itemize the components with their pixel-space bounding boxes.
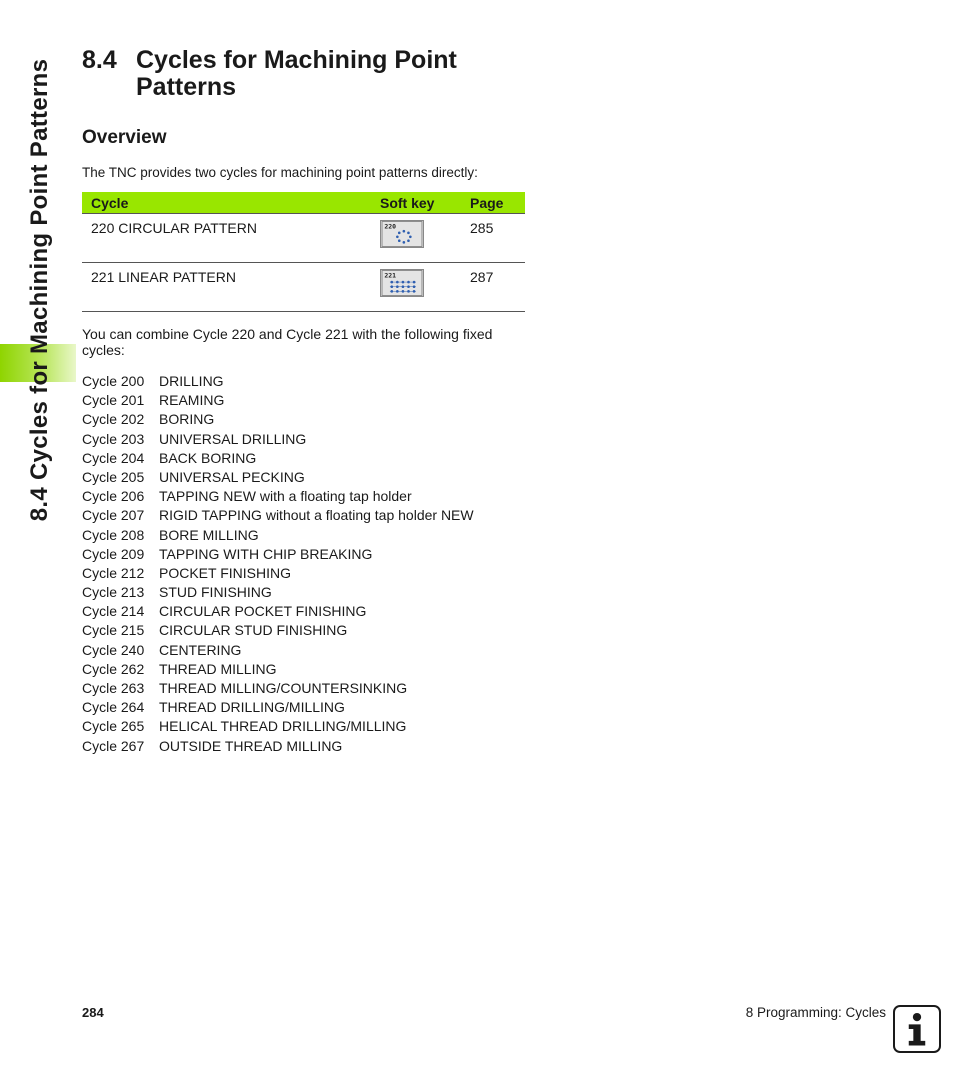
list-item bbox=[82, 698, 474, 717]
list-item bbox=[82, 564, 474, 583]
cycle-code: Cycle 203 bbox=[82, 430, 145, 447]
cycle-code: Cycle 214 bbox=[82, 603, 145, 620]
overview-heading: Overview bbox=[82, 127, 167, 148]
cycle-name: 221 LINEAR PATTERN bbox=[82, 263, 371, 312]
table-row bbox=[82, 263, 525, 312]
combine-text: You can combine Cycle 220 and Cycle 221 with the following fixed cycles: bbox=[82, 326, 493, 358]
list-item bbox=[82, 737, 474, 756]
cycle-description: THREAD DRILLING/MILLING bbox=[159, 699, 345, 716]
info-icon bbox=[893, 1005, 941, 1053]
list-item bbox=[82, 660, 474, 679]
list-item bbox=[82, 717, 474, 736]
page-ref: 285 bbox=[461, 214, 525, 263]
list-item bbox=[82, 410, 474, 429]
chapter-footer: 8 Programming: Cycles bbox=[745, 1005, 886, 1020]
cycle-description: CIRCULAR POCKET FINISHING bbox=[159, 603, 367, 620]
cycle-code: Cycle 209 bbox=[82, 545, 145, 562]
cycle-description: REAMING bbox=[159, 392, 225, 409]
softkey-label: 221 bbox=[384, 271, 397, 280]
cycle-description: STUD FINISHING bbox=[159, 584, 272, 601]
cycle-description: RIGID TAPPING without a floating tap holder NEW bbox=[159, 507, 474, 524]
page-ref: 287 bbox=[461, 263, 525, 312]
header-softkey: Soft key bbox=[371, 192, 461, 214]
section-title: Cycles for Machining Point Patterns bbox=[136, 46, 457, 101]
list-item bbox=[82, 621, 474, 640]
cycle-description: TAPPING NEW with a floating tap holder bbox=[159, 488, 412, 505]
cycle-code: Cycle 207 bbox=[82, 507, 145, 524]
cycle-description: HELICAL THREAD DRILLING/MILLING bbox=[159, 718, 407, 735]
intro-text: The TNC provides two cycles for machining point patterns directly: bbox=[82, 165, 478, 180]
cycle-description: OUTSIDE THREAD MILLING bbox=[159, 737, 343, 754]
list-item bbox=[82, 602, 474, 621]
list-item bbox=[82, 372, 474, 391]
cycle-description: CENTERING bbox=[159, 641, 242, 658]
cycle-description: THREAD MILLING/COUNTERSINKING bbox=[159, 680, 408, 696]
cycle-code: Cycle 213 bbox=[82, 584, 145, 601]
sidebar-title-text: 8.4 Cycles for Machining Point Patterns bbox=[26, 58, 53, 522]
cycle-code: Cycle 206 bbox=[82, 488, 145, 505]
cycle-code: Cycle 240 bbox=[82, 641, 145, 658]
linear-pattern-icon[interactable] bbox=[380, 269, 424, 297]
cycle-code: Cycle 205 bbox=[82, 468, 145, 485]
pattern-dot bbox=[407, 239, 410, 242]
cycle-code: Cycle 201 bbox=[82, 392, 145, 409]
cycle-code: Cycle 200 bbox=[82, 373, 145, 389]
pattern-dot bbox=[407, 232, 410, 235]
cycle-description: BORING bbox=[159, 411, 215, 428]
list-item bbox=[82, 526, 474, 545]
table-row bbox=[82, 214, 525, 263]
cycle-description: UNIVERSAL DRILLING bbox=[159, 430, 307, 447]
cycle-description: DRILLING bbox=[159, 373, 224, 389]
cycle-code: Cycle 262 bbox=[82, 660, 145, 677]
cycle-code: Cycle 212 bbox=[82, 564, 145, 581]
list-item bbox=[82, 430, 474, 449]
pattern-dot bbox=[398, 239, 401, 242]
softkey-cell bbox=[371, 214, 461, 263]
cycle-description: BACK BORING bbox=[159, 449, 257, 466]
pattern-dot bbox=[403, 230, 406, 233]
pattern-dot bbox=[403, 241, 406, 244]
table-header-row bbox=[82, 192, 525, 214]
page-number: 284 bbox=[82, 1005, 104, 1020]
list-item bbox=[82, 583, 474, 602]
fixed-cycles-list bbox=[82, 372, 474, 756]
cycle-description: BORE MILLING bbox=[159, 526, 259, 543]
list-item bbox=[82, 391, 474, 410]
pattern-dot bbox=[398, 232, 401, 235]
cycle-description: POCKET FINISHING bbox=[159, 564, 291, 581]
list-item bbox=[82, 449, 474, 468]
list-item bbox=[82, 468, 474, 487]
cycle-name: 220 CIRCULAR PATTERN bbox=[82, 214, 371, 263]
cycle-code: Cycle 263 bbox=[82, 680, 145, 696]
cycle-code: Cycle 215 bbox=[82, 622, 145, 639]
cycle-code: Cycle 264 bbox=[82, 699, 145, 716]
cycle-code: Cycle 202 bbox=[82, 411, 145, 428]
cycle-description: TAPPING WITH CHIP BREAKING bbox=[159, 545, 373, 562]
list-item bbox=[82, 506, 474, 525]
cycle-description: CIRCULAR STUD FINISHING bbox=[159, 622, 348, 639]
list-item bbox=[82, 641, 474, 660]
cycle-code: Cycle 267 bbox=[82, 737, 145, 754]
section-number: 8.4 bbox=[82, 46, 117, 74]
cycle-description: THREAD MILLING bbox=[159, 660, 277, 677]
softkey-label: 220 bbox=[384, 222, 397, 231]
cycle-code: Cycle 265 bbox=[82, 718, 145, 735]
list-item bbox=[82, 679, 474, 698]
cycle-code: Cycle 204 bbox=[82, 449, 145, 466]
header-cycle: Cycle bbox=[82, 192, 371, 214]
page-title bbox=[82, 47, 512, 101]
cycles-table bbox=[82, 192, 525, 312]
pattern-dot bbox=[396, 235, 399, 238]
list-item bbox=[82, 487, 474, 506]
cycle-code: Cycle 208 bbox=[82, 526, 145, 543]
softkey-cell bbox=[371, 263, 461, 312]
circular-pattern-icon[interactable] bbox=[380, 220, 424, 248]
list-item bbox=[82, 545, 474, 564]
pattern-dot bbox=[409, 235, 412, 238]
cycle-description: UNIVERSAL PECKING bbox=[159, 468, 305, 485]
header-page: Page bbox=[461, 192, 525, 214]
